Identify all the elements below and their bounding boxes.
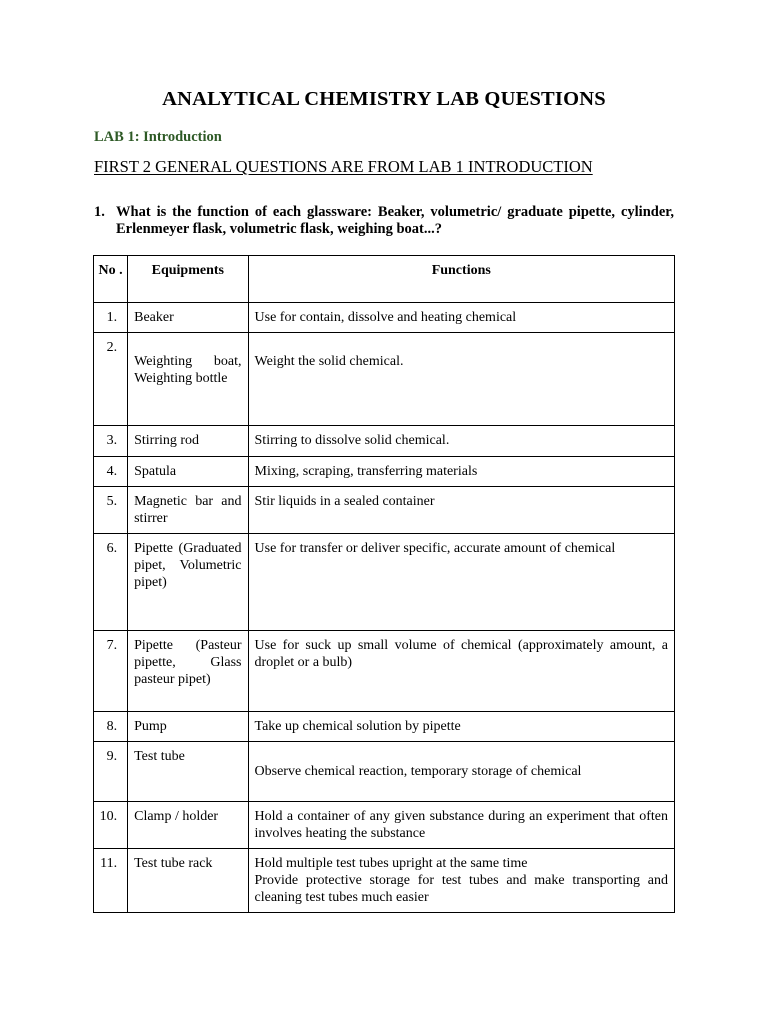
table-row bbox=[94, 426, 675, 457]
row-number-cell bbox=[94, 303, 128, 333]
equipment-name: Pipette (Graduated pipet, Volumetric pipet) bbox=[134, 541, 242, 590]
row-number: 8. bbox=[106, 719, 118, 734]
function-cell bbox=[248, 742, 674, 802]
table-row bbox=[94, 457, 675, 487]
function-text: Stir liquids in a sealed container bbox=[254, 494, 435, 509]
row-number-cell bbox=[94, 712, 128, 742]
row-number: 3. bbox=[106, 433, 118, 448]
equipment-cell bbox=[128, 426, 248, 457]
row-number: 11. bbox=[100, 856, 118, 871]
equipment-cell bbox=[128, 742, 248, 802]
header-no bbox=[94, 256, 128, 303]
equipment-name: Pump bbox=[134, 719, 167, 734]
lab-heading: LAB 1: Introduction bbox=[94, 129, 222, 145]
function-cell bbox=[248, 534, 674, 631]
row-number-cell bbox=[94, 534, 128, 631]
equipment-cell bbox=[128, 849, 248, 913]
table-row bbox=[94, 742, 675, 802]
equipment-cell bbox=[128, 631, 248, 712]
equipment-cell bbox=[128, 802, 248, 849]
row-number-cell bbox=[94, 487, 128, 534]
equipment-name: Spatula bbox=[134, 464, 177, 479]
equipment-cell bbox=[128, 303, 248, 333]
row-number-cell bbox=[94, 849, 128, 913]
row-number-cell bbox=[94, 426, 128, 457]
row-number: 6. bbox=[106, 541, 118, 556]
function-text: Use for suck up small volume of chemical (approximately amount, a droplet or a bulb) bbox=[254, 638, 668, 670]
equipment-name: Test tube rack bbox=[134, 856, 213, 871]
document-title: ANALYTICAL CHEMISTRY LAB QUESTIONS bbox=[162, 88, 606, 110]
equipment-cell bbox=[128, 712, 248, 742]
table-row bbox=[94, 802, 675, 849]
row-number-cell bbox=[94, 457, 128, 487]
table-row bbox=[94, 534, 675, 631]
function-text: Hold multiple test tubes upright at the same time bbox=[254, 856, 528, 871]
section-subheading: FIRST 2 GENERAL QUESTIONS ARE FROM LAB 1 INTRODUCTION bbox=[94, 157, 593, 176]
header-equipments bbox=[128, 256, 248, 303]
question-text: What is the function of each glassware: Beaker, volumetric/ graduate pipette, cylinder, Erlenmeyer flask, volumetric flask, weighing boat...? bbox=[116, 204, 674, 237]
function-cell bbox=[248, 303, 674, 333]
row-number: 7. bbox=[106, 638, 118, 653]
equipment-name: Pipette (Pasteur pipette, Glass pasteur pipet) bbox=[134, 638, 242, 687]
table-row bbox=[94, 303, 675, 333]
function-cell bbox=[248, 457, 674, 487]
equipment-name: Weighting boat, Weighting bottle bbox=[134, 354, 242, 386]
row-number: 9. bbox=[106, 749, 118, 764]
equipment-name: Stirring rod bbox=[134, 433, 200, 448]
equipment-name: Clamp / holder bbox=[134, 809, 219, 824]
equipment-name: Magnetic bar and stirrer bbox=[134, 494, 242, 526]
function-cell bbox=[248, 487, 674, 534]
row-number: 2. bbox=[106, 340, 118, 355]
row-number: 5. bbox=[106, 494, 118, 509]
function-cell bbox=[248, 802, 674, 849]
function-cell bbox=[248, 849, 674, 913]
function-text: Provide protective storage for test tubes and make transporting and cleaning test tubes much easier bbox=[254, 873, 668, 905]
equipment-name: Beaker bbox=[134, 310, 174, 325]
function-text: Mixing, scraping, transferring materials bbox=[254, 464, 478, 479]
function-cell bbox=[248, 712, 674, 742]
function-text: Weight the solid chemical. bbox=[254, 354, 404, 369]
function-cell bbox=[248, 333, 674, 426]
table-row bbox=[94, 712, 675, 742]
table-row bbox=[94, 849, 675, 913]
table-row bbox=[94, 631, 675, 712]
function-cell bbox=[248, 426, 674, 457]
question-1 bbox=[94, 204, 674, 238]
row-number-cell bbox=[94, 333, 128, 426]
function-text: Use for transfer or deliver specific, accurate amount of chemical bbox=[254, 541, 616, 556]
row-number: 4. bbox=[106, 464, 118, 479]
function-text: Observe chemical reaction, temporary storage of chemical bbox=[254, 764, 582, 779]
header-no-label: No . bbox=[98, 263, 123, 278]
function-cell bbox=[248, 631, 674, 712]
header-functions-label: Functions bbox=[431, 263, 491, 278]
table-row bbox=[94, 487, 675, 534]
equipment-cell bbox=[128, 534, 248, 631]
row-number: 10. bbox=[99, 809, 118, 824]
function-text: Hold a container of any given substance during an experiment that often involves heating the substance bbox=[254, 809, 668, 841]
equipment-cell bbox=[128, 333, 248, 426]
header-functions bbox=[248, 256, 674, 303]
row-number-cell bbox=[94, 631, 128, 712]
question-number: 1. bbox=[94, 204, 105, 220]
function-text: Take up chemical solution by pipette bbox=[254, 719, 461, 734]
equipment-name: Test tube bbox=[134, 749, 185, 764]
equipment-table bbox=[93, 255, 675, 913]
equipment-cell bbox=[128, 457, 248, 487]
table-body bbox=[94, 303, 675, 913]
header-equipments-label: Equipments bbox=[151, 263, 224, 278]
table-header-row bbox=[94, 256, 675, 303]
function-text: Use for contain, dissolve and heating chemical bbox=[254, 310, 517, 325]
function-text: Stirring to dissolve solid chemical. bbox=[254, 433, 450, 448]
row-number-cell bbox=[94, 802, 128, 849]
table-row bbox=[94, 333, 675, 426]
row-number: 1. bbox=[106, 310, 118, 325]
equipment-cell bbox=[128, 487, 248, 534]
row-number-cell bbox=[94, 742, 128, 802]
